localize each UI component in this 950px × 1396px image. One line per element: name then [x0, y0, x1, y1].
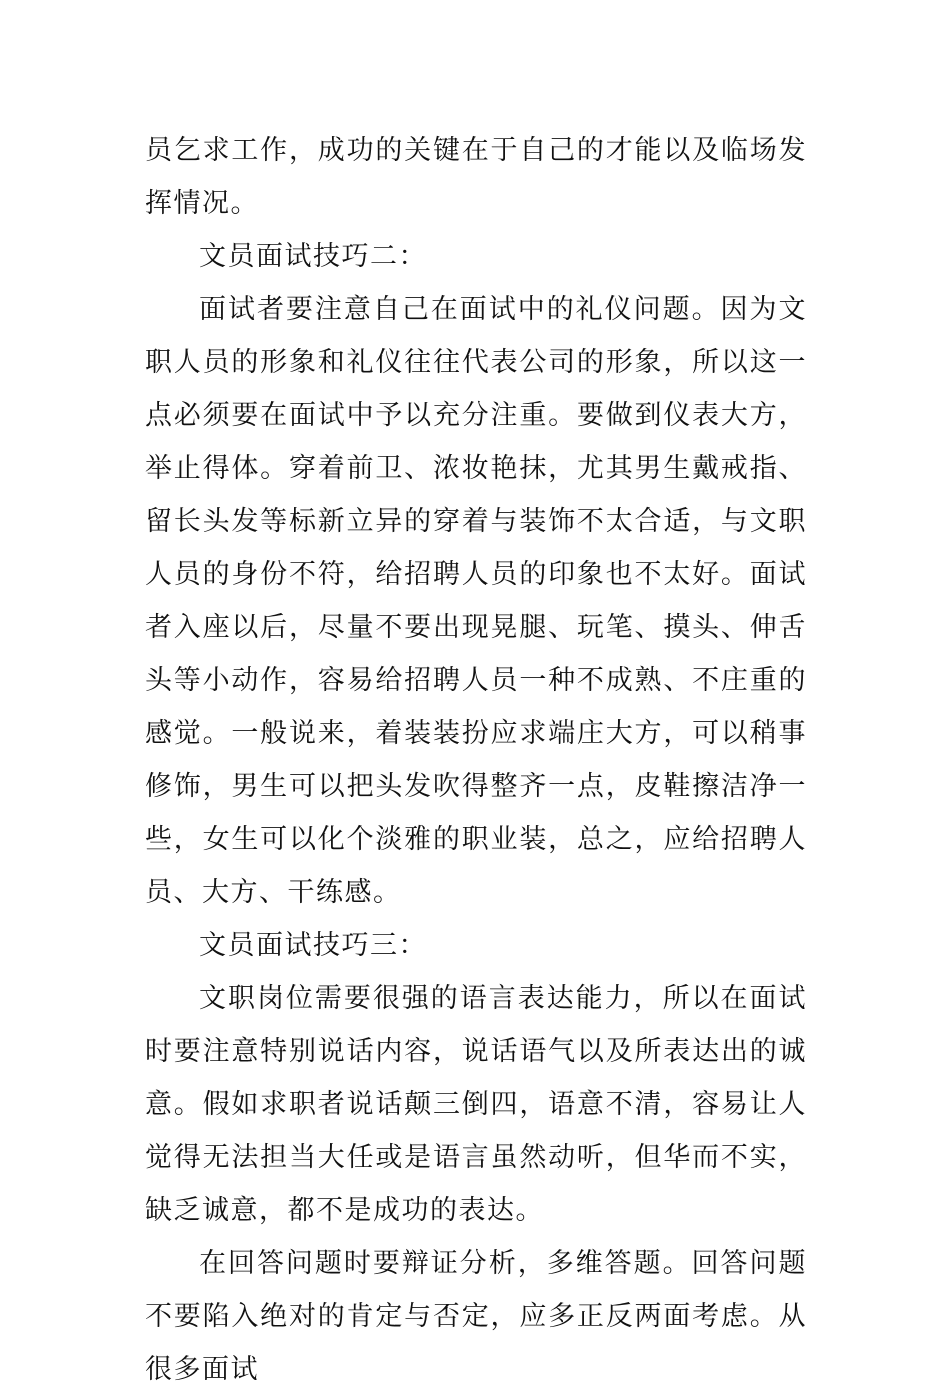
paragraph-answering-questions: 在回答问题时要辩证分析，多维答题。回答问题不要陷入绝对的肯定与否定，应多正反两面考虑。从很多面试 — [145, 1248, 807, 1385]
section-heading-tip-two: 文员面试技巧二： — [199, 241, 427, 272]
paragraph-language-expression: 文职岗位需要很强的语言表达能力，所以在面试时要注意特别说话内容，说话语气以及所表达出的诚意。假如求职者说话颠三倒四，语意不清，容易让人觉得无法担当大任或是语言虽然动听，但华而不实，缺乏诚意，都不是成功的表达。 — [145, 983, 807, 1226]
paragraph-etiquette: 面试者要注意自己在面试中的礼仪问题。因为文职人员的形象和礼仪往往代表公司的形象，所以这一点必须要在面试中予以充分注重。要做到仪表大方，举止得体。穿着前卫、浓妆艳抹，尤其男生戴戒指、留长头发等标新立异的穿着与装饰不太合适，与文职人员的身份不符，给招聘人员的印象也不太好。面试者入座以后，尽量不要出现晃腿、玩笔、摸头、伸舌头等小动作，容易给招聘人员一种不成熟、不庄重的感觉。一般说来，着装装扮应求端庄大方，可以稍事修饰，男生可以把头发吹得整齐一点，皮鞋擦洁净一些，女生可以化个淡雅的职业装，总之，应给招聘人员、大方、干练感。 — [145, 294, 807, 908]
document-body — [145, 124, 807, 1396]
paragraph-continuation: 员乞求工作，成功的关键在于自己的才能以及临场发挥情况。 — [145, 135, 807, 219]
section-heading-tip-three: 文员面试技巧三： — [199, 930, 427, 961]
